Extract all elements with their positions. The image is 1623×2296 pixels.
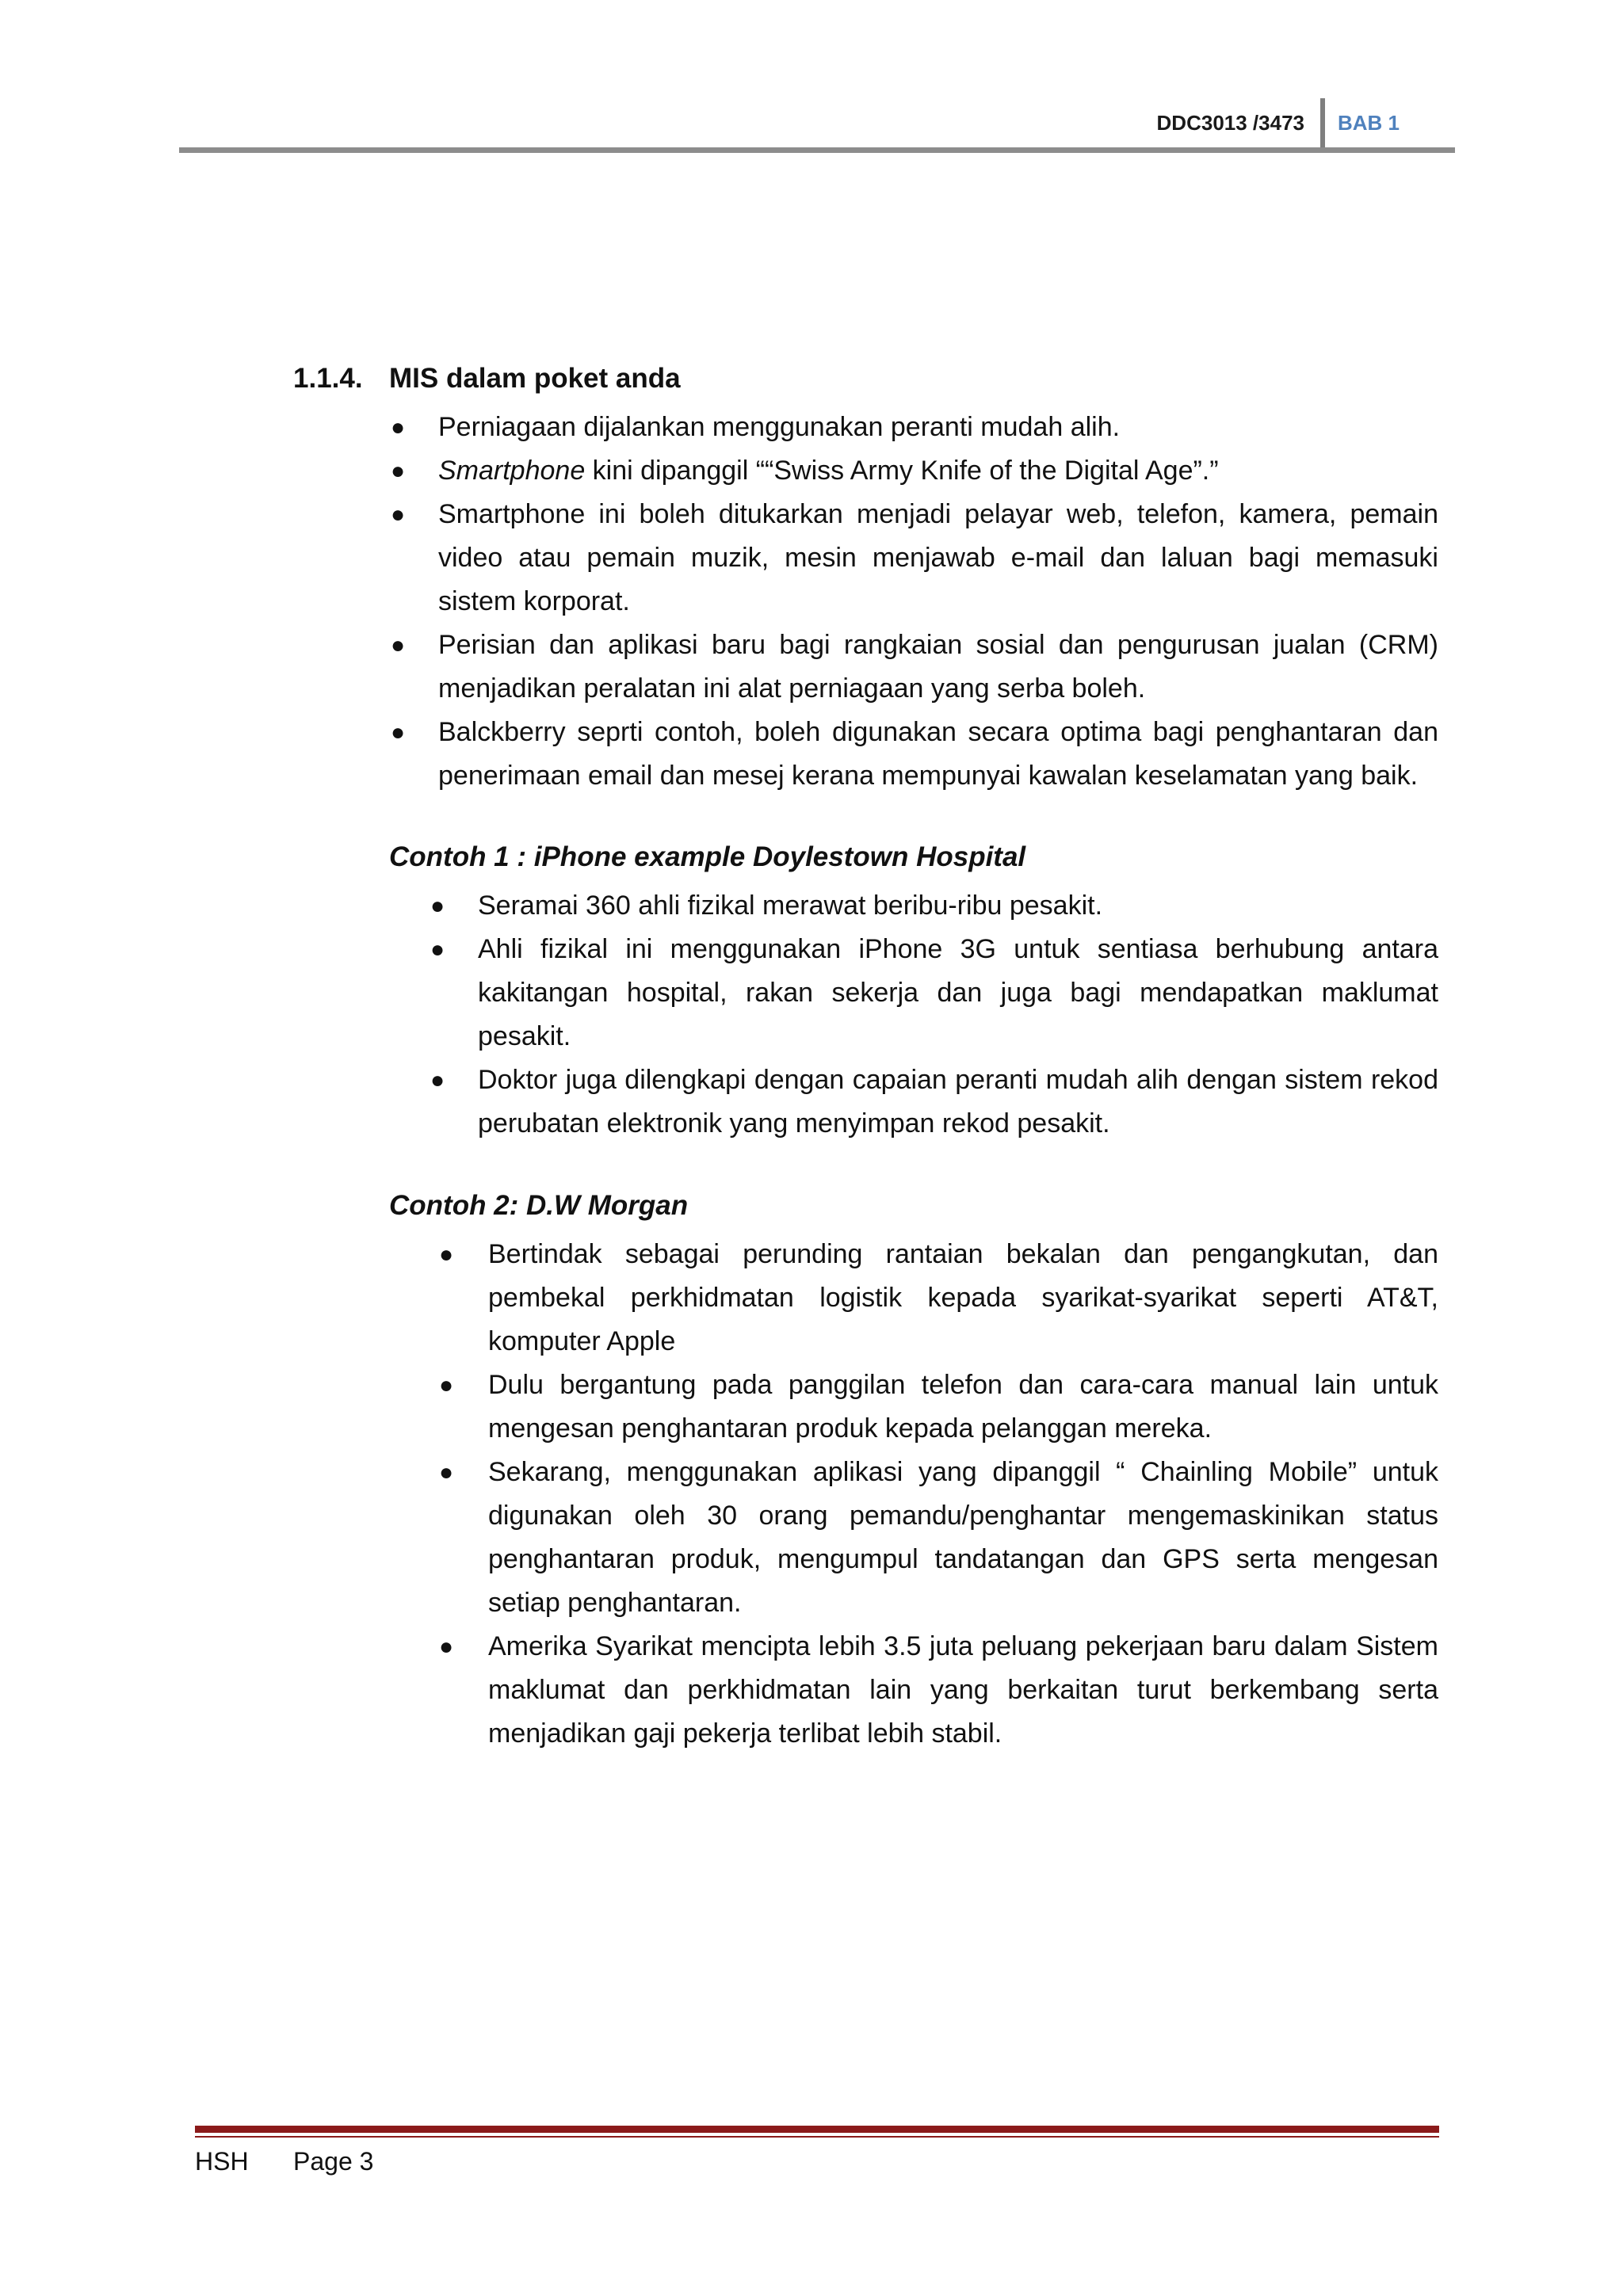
list-item-text: Perniagaan dijalankan menggunakan peranti mudah alih. [438, 412, 1121, 442]
list-item [391, 449, 1438, 493]
bullet-icon: ● [391, 502, 406, 528]
example-2-list [439, 1233, 1438, 1756]
bullet-icon: ● [391, 719, 406, 746]
page-header [179, 93, 1455, 157]
list-item [430, 928, 1438, 1058]
footer-author: HSH [195, 2147, 249, 2176]
list-item [439, 1625, 1438, 1756]
bullet-icon: ● [391, 414, 406, 441]
bullet-icon: ● [430, 893, 445, 919]
bullet-icon: ● [430, 936, 445, 963]
list-item-text: Bertindak sebagai perunding rantaian bekalan dan pengangkutan, dan pembekal perkhidmatan logistik kepada syarikat-syarikat seperti AT&T, komputer Apple [488, 1239, 1438, 1356]
list-item-text: Balckberry seprti contoh, boleh digunakan secara optima bagi penghantaran dan penerimaan email dan mesej kerana mempunyai kawalan keselamatan yang baik. [438, 717, 1438, 791]
list-item [439, 1233, 1438, 1363]
bullet-icon: ● [439, 1634, 454, 1660]
bullet-icon: ● [439, 1241, 454, 1268]
list-item-text: Doktor juga dilengkapi dengan capaian peranti mudah alih dengan sistem rekod perubatan elektronik yang menyimpan rekod pesakit. [478, 1065, 1438, 1138]
chapter-label: BAB 1 [1337, 111, 1400, 135]
list-item [391, 624, 1438, 711]
bullet-icon: ● [439, 1459, 454, 1486]
list-item-text: kini dipanggil ““Swiss Army Knife of the Digital Age”.” [585, 456, 1219, 486]
header-rule [179, 147, 1455, 153]
footer-rule [195, 2126, 1439, 2133]
list-item-text: Amerika Syarikat mencipta lebih 3.5 juta peluang pekerjaan baru dalam Sistem maklumat dan perkhidmatan lain yang berkaitan turut berkembang serta menjadikan gaji pekerja terlibat lebih stabil. [488, 1631, 1438, 1749]
list-item [430, 1058, 1438, 1146]
page-number: Page 3 [293, 2147, 374, 2176]
list-item-text: Seramai 360 ahli fizikal merawat beribu-ribu pesakit. [478, 891, 1103, 921]
section-bullet-list [391, 406, 1438, 798]
bullet-icon: ● [391, 458, 406, 484]
list-item [391, 493, 1438, 624]
section-title: MIS dalam poket anda [389, 363, 681, 394]
list-item [391, 711, 1438, 798]
list-item-italic-lead: Smartphone [438, 456, 586, 486]
list-item [439, 1363, 1438, 1451]
list-item-text: Dulu bergantung pada panggilan telefon dan cara-cara manual lain untuk mengesan penghantaran produk kepada pelanggan mereka. [488, 1370, 1438, 1444]
footer-rule-thin [195, 2136, 1439, 2138]
bullet-icon: ● [391, 632, 406, 658]
list-item-text: Ahli fizikal ini menggunakan iPhone 3G untuk sentiasa berhubung antara kakitangan hospital, rakan sekerja dan juga bagi mendapatkan maklumat pesakit. [478, 934, 1438, 1051]
header-separator [1320, 98, 1325, 151]
list-item [391, 406, 1438, 449]
list-item [439, 1451, 1438, 1625]
section-number: 1.1.4. [293, 363, 363, 394]
list-item-text: Smartphone ini boleh ditukarkan menjadi pelayar web, telefon, kamera, pemain video atau pemain muzik, mesin menjawab e-mail dan laluan bagi memasuki sistem korporat. [438, 499, 1438, 616]
example-2-title: Contoh 2: D.W Morgan [389, 1190, 689, 1221]
list-item [430, 884, 1438, 928]
example-1-list [430, 884, 1438, 1146]
list-item-text: Sekarang, menggunakan aplikasi yang dipanggil “ Chainling Mobile” untuk digunakan oleh 30 orang pemandu/penghantar mengemaskinikan status penghantaran produk, mengumpul tandatangan dan GPS serta mengesan setiap penghantaran. [488, 1457, 1438, 1618]
list-item-text: Perisian dan aplikasi baru bagi rangkaian sosial dan pengurusan jualan (CRM) menjadikan peralatan ini alat perniagaan yang serba boleh. [438, 630, 1438, 704]
bullet-icon: ● [430, 1067, 445, 1093]
bullet-icon: ● [439, 1372, 454, 1398]
example-1-title: Contoh 1 : iPhone example Doylestown Hospital [389, 841, 1026, 872]
course-code: DDC3013 /3473 [1156, 111, 1304, 135]
